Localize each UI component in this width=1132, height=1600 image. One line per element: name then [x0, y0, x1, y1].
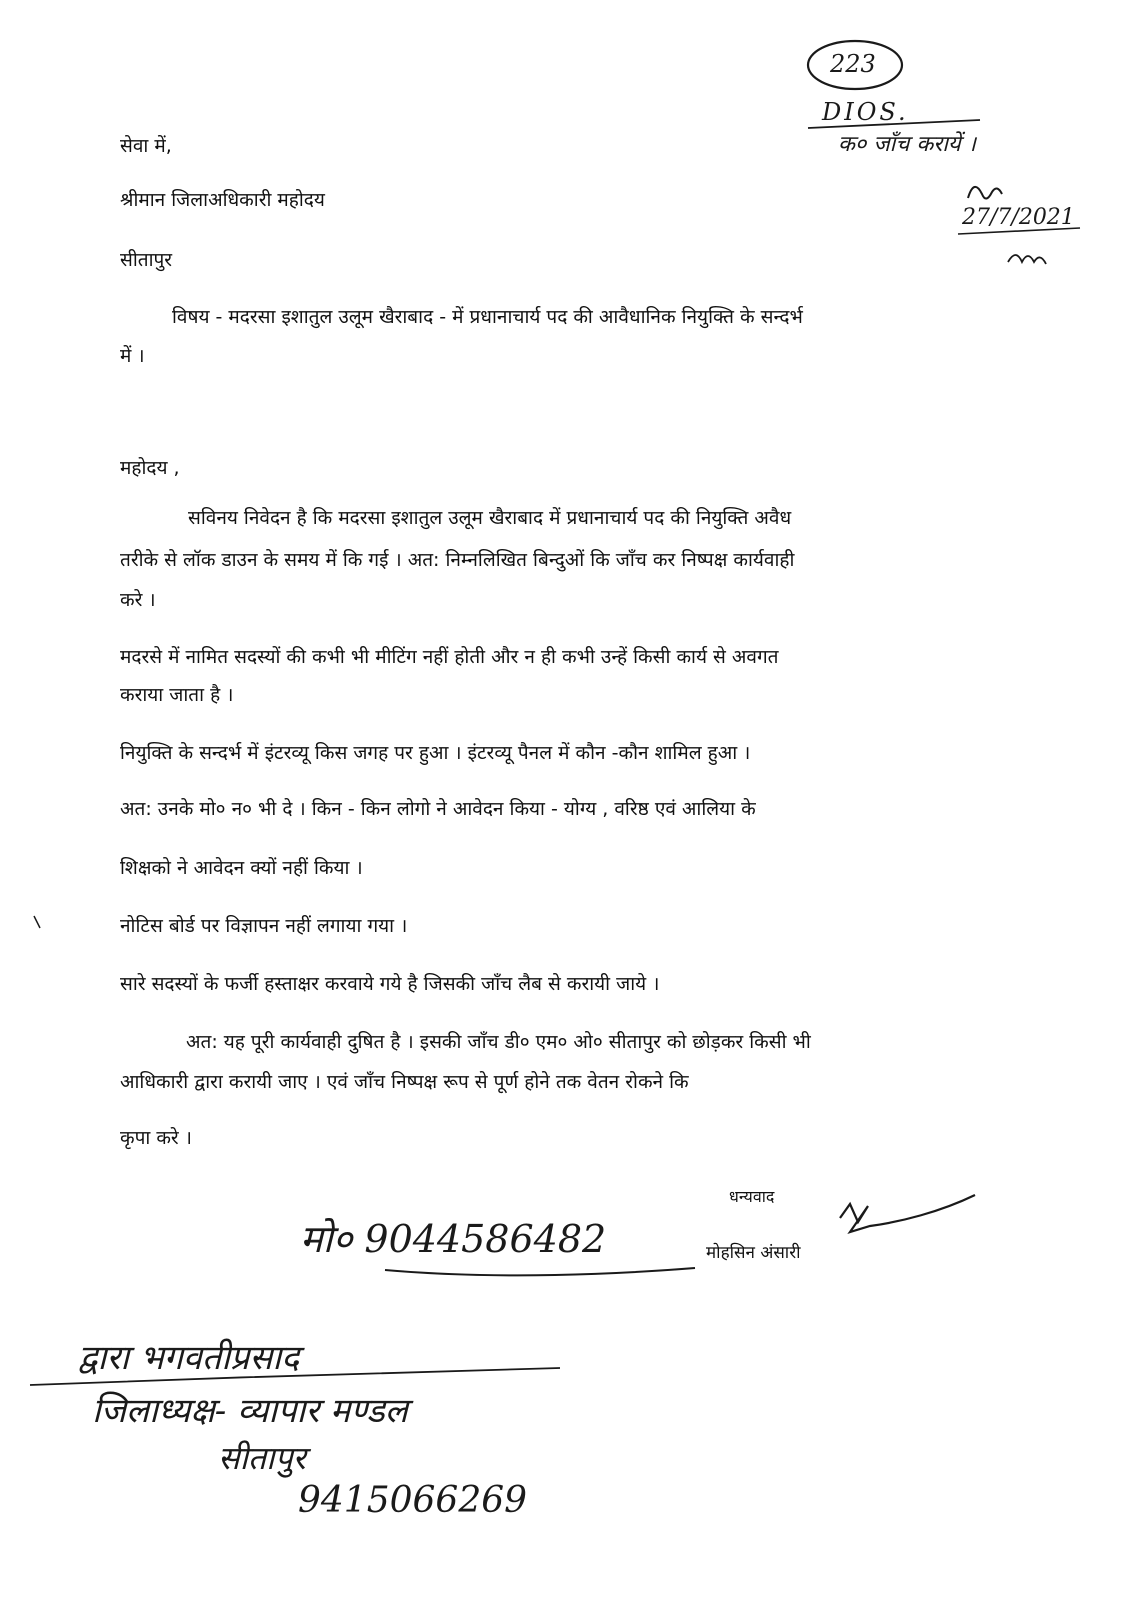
instruction-note: क० जाँच करायें ।: [838, 132, 976, 157]
sender-name: मोहसिन अंसारी: [706, 1243, 801, 1263]
officer-mark: [1008, 255, 1046, 264]
sender-signature: [840, 1195, 975, 1232]
point2-line-2: अत: उनके मो० न० भी दे । किन - किन लोगो ने आवेदन किया - योग्य , वरिष्ठ एवं आलिया के: [120, 798, 756, 820]
dios-note: DIOS.: [822, 98, 909, 126]
salutation-to: सेवा में,: [120, 135, 172, 157]
para1-line-2: तरीके से लॉक डाउन के समय में कि गई । अत: निम्नलिखित बिन्दुओं कि जाँच कर निष्पक्ष कार्यवाही: [120, 549, 795, 571]
recipient: श्रीमान जिलाअधिकारी महोदय: [120, 189, 325, 211]
forwarder-phone: 9415066269: [298, 1480, 528, 1521]
date-note: 27/7/2021: [962, 205, 1075, 230]
point2-line-1: नियुक्ति के सन्दर्भ में इंटरव्यू किस जगह पर हुआ । इंटरव्यू पैनल में कौन -कौन शामिल हुआ ।: [120, 742, 751, 764]
para2-line-2: आधिकारी द्वारा करायी जाए । एवं जाँच निष्पक्ष रूप से पूर्ण होने तक वेतन रोकने कि: [120, 1071, 689, 1093]
point1-line-1: मदरसे में नामित सदस्यों की कभी भी मीटिंग नहीं होती और न ही कभी उन्हें किसी कार्य से अवगत: [120, 646, 779, 668]
subject-line-1: विषय - मदरसा इशातुल उलूम खैराबाद - में प्रधानाचार्य पद की आवैधानिक नियुक्ति के सन्दर्भ: [172, 306, 803, 328]
mobile-underline: [385, 1268, 695, 1275]
circled-number: 223: [830, 50, 876, 78]
stray-mark: [34, 916, 40, 928]
point4: सारे सदस्यों के फर्जी हस्ताक्षर करवाये गये है जिसकी जाँच लैब से करायी जाये ।: [120, 973, 660, 995]
para1-line-1: सविनय निवेदन है कि मदरसा इशातुल उलूम खैराबाद में प्रधानाचार्य पद की नियुक्ति अवैध: [188, 507, 792, 529]
forwarder-line-1: द्वारा भगवतीप्रसाद: [78, 1338, 300, 1378]
point1-line-2: कराया जाता है ।: [120, 684, 234, 706]
forwarder-line-2: जिलाध्यक्ष- व्यापार मण्डल: [92, 1391, 408, 1431]
subject-line-2: में ।: [120, 345, 145, 367]
recipient-city: सीतापुर: [120, 249, 173, 271]
greeting: महोदय ,: [120, 457, 180, 479]
para2-line-1: अत: यह पूरी कार्यवाही दुषित है । इसकी जाँच डी० एम० ओ० सीतापुर को छोड़कर किसी भी: [186, 1031, 811, 1053]
para2-line-3: कृपा करे ।: [120, 1127, 192, 1149]
thanks: धन्यवाद: [729, 1187, 775, 1206]
forwarder-line-3: सीतापुर: [218, 1439, 306, 1477]
point2-line-3: शिक्षको ने आवेदन क्यों नहीं किया ।: [120, 857, 363, 879]
point3: नोटिस बोर्ड पर विज्ञापन नहीं लगाया गया ।: [120, 915, 408, 937]
para1-line-3: करे ।: [120, 589, 156, 611]
officer-initials: [968, 187, 1002, 199]
handwritten-mobile: मो० 9044586482: [300, 1217, 607, 1261]
